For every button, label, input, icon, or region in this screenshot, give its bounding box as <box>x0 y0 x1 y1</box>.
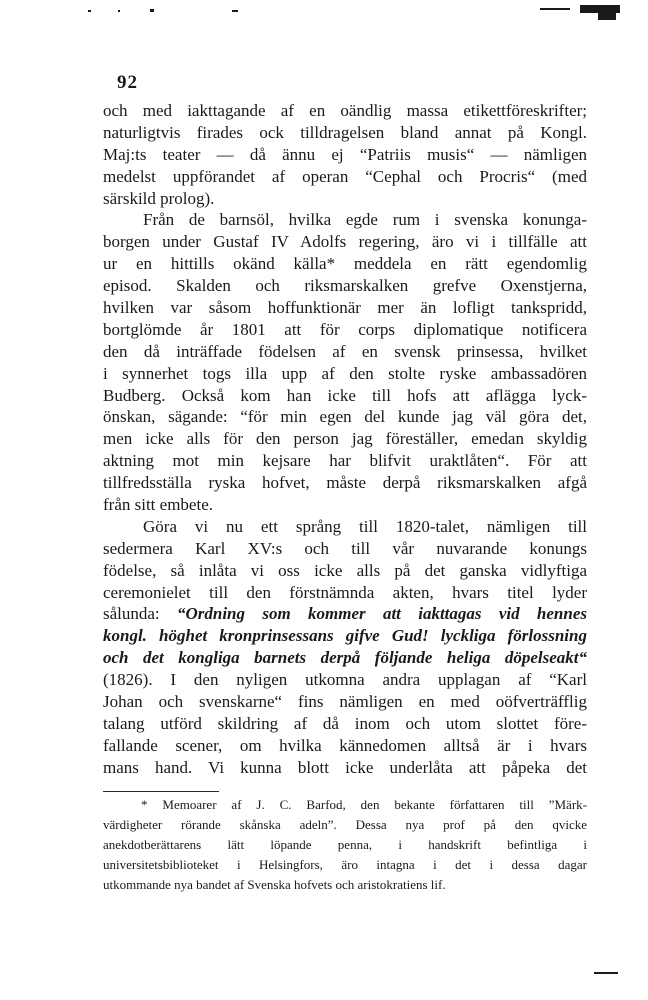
text-line: tillfredsställa ryska hofvet, måste derpå riksmarskalken afgå <box>103 473 587 493</box>
text-line: (1826). I den nyligen utkomna andra upplagan af “Karl <box>103 670 587 690</box>
footnote-line: anekdotberättarens lätt löpande penna, i handskrift befintliga i <box>103 837 587 852</box>
text-line: hvilken var såsom hoffunktionär mer än lofligt tankspridd, <box>103 298 587 318</box>
scan-mark <box>88 10 91 12</box>
text-line: borgen under Gustaf IV Adolfs regering, äro vi i tillfälle att <box>103 232 587 252</box>
body-text <box>103 100 587 779</box>
text-line: särskild prolog). <box>103 188 215 208</box>
text-line: i synnerhet togs illa upp af den stolte ryske ambassadören <box>103 363 587 383</box>
text-line: naturligtvis firades ock tilldragelsen bland annat på Kongl. <box>103 122 587 142</box>
scan-mark <box>232 10 238 12</box>
text-line <box>103 603 587 625</box>
text-segment: sålunda: <box>103 604 160 624</box>
text-line: ceremonielet till den förstnämnda akten, hvars titel lyder <box>103 582 587 602</box>
text-line: önskan, sägande: “för min egen del kunde jag väl göra det, <box>103 407 587 427</box>
text-line: ur en hittills okänd källa* meddela en rätt egendomlig <box>103 254 587 274</box>
italic-title-line: och det kongliga barnets derpå följande heliga döpelseakt“ <box>103 648 587 668</box>
footnote-line: utkommande nya bandet af Svenska hofvets och aristokratiens lif. <box>103 877 446 892</box>
text-line: episod. Skalden och riksmarskalken grefve Oxenstjerna, <box>103 276 587 296</box>
footnote-line: universitetsbiblioteket i Helsingfors, äro intagna i det i dessa dagar <box>103 857 587 872</box>
text-line: Från de barnsöl, hvilka egde rum i svenska konunga- <box>143 210 587 230</box>
text-line: aktning mot min kejsare har blifvit uraktlåten“. För att <box>103 451 587 471</box>
scan-mark <box>598 12 616 20</box>
scan-mark <box>118 10 120 12</box>
footnote <box>103 795 587 895</box>
text-line: Budberg. Också kom han icke till hofs att aflägga lyck- <box>103 385 587 405</box>
text-line: talang utförd skildring af då inom och utom slottet före- <box>103 713 587 733</box>
page-number: 92 <box>117 72 138 93</box>
text-line: Göra vi nu ett språng till 1820-talet, nämligen till <box>143 516 587 536</box>
text-line: mans hand. Vi kunna blott icke underlåta att påpeka det <box>103 757 587 777</box>
italic-title-line: kongl. höghet kronprinsessans gifve Gud! lyckliga förlossning <box>103 626 587 646</box>
text-line: fallande scener, om hvilka kännedomen alltså är i hvars <box>103 735 587 755</box>
text-line: bortglömde år 1801 att för corps diplomatique notificera <box>103 319 587 339</box>
text-line: sedermera Karl XV:s och till vår nuvarande konungs <box>103 538 587 558</box>
footnote-line: värdigheter rörande skånska adeln”. Dessa nya prof på den qvicke <box>103 817 587 832</box>
text-line: medelst uppförandet af operan “Cephal och Procris“ (med <box>103 166 587 186</box>
footnote-divider <box>103 791 219 792</box>
text-line: Maj:ts teater — då ännu ej “Patriis musis“ — nämligen <box>103 144 587 164</box>
scan-mark <box>594 972 618 974</box>
text-line: Johan och svenskarne“ fins nämligen en med oöfverträfflig <box>103 692 587 712</box>
text-line: födelse, så inlåta vi oss icke alls på det ganska vidlyftiga <box>103 560 587 580</box>
text-line: från sitt embete. <box>103 495 213 515</box>
footnote-line: * Memoarer af J. C. Barfod, den bekante författaren till ”Märk- <box>141 797 587 812</box>
scan-mark <box>540 8 570 10</box>
scan-mark <box>150 9 154 12</box>
text-line: men icke alls för den person jag föreställer, emedan skyldig <box>103 429 587 449</box>
text-line: och med iakttagande af en oändlig massa etikettföreskrifter; <box>103 101 587 120</box>
text-line: den då inträffade födelsen af en svensk prinsessa, hvilket <box>103 341 587 361</box>
italic-title: “Ordning som kommer att iakttagas vid hennes <box>176 604 587 624</box>
